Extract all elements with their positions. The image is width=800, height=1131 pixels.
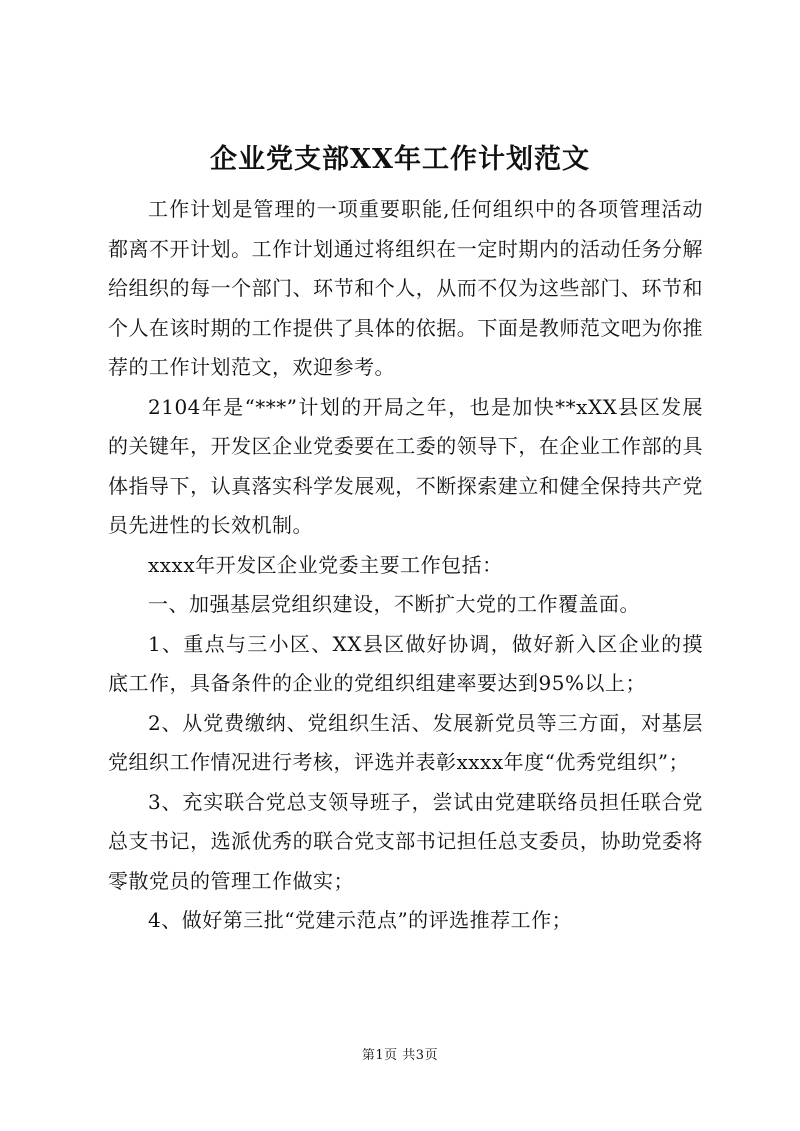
list-item-2: 2、从党费缴纳、党组织生活、发展新党员等三方面，对基层党组织工作情况进行考核，评选并表彰xxxx年度“优秀党组织”； — [108, 710, 703, 774]
list-item-1: 1、重点与三小区、XX县区做好协调，做好新入区企业的摸底工作，具备条件的企业的党组织组建率要达到95%以上； — [108, 631, 703, 695]
document-body — [108, 190, 703, 941]
document-title: 企业党支部XX年工作计划范文 — [210, 144, 590, 175]
page-number-footer: 第1页 共3页 — [361, 1048, 439, 1063]
paragraph-main-work-heading: xxxx年开发区企业党委主要工作包括： — [148, 552, 503, 577]
section-heading-1: 一、加强基层党组织建设，不断扩大党的工作覆盖面。 — [148, 592, 640, 616]
paragraph-background: 2104年是“***”计划的开局之年，也是加快**xXX县区发展的关键年，开发区企业党委要在工委的领导下，在企业工作部的具体指导下，认真落实科学发展观，不断探索建立和健全保持共产党员先进性的长效机制。 — [108, 394, 703, 537]
list-item-4: 4、做好第三批“党建示范点”的评选推荐工作； — [148, 908, 573, 932]
paragraph-intro: 工作计划是管理的一项重要职能,任何组织中的各项管理活动都离不开计划。工作计划通过将组织在一定时期内的活动任务分解给组织的每一个部门、环节和个人，从而不仅为这些部门、环节和个人在该时期的工作提供了具体的依据。下面是教师范文吧为你推荐的工作计划范文，欢迎参考。 — [108, 197, 703, 379]
list-item-3: 3、充实联合党总支领导班子，尝试由党建联络员担任联合党总支书记，选派优秀的联合党支部书记担任总支委员，协助党委将零散党员的管理工作做实； — [108, 789, 703, 893]
